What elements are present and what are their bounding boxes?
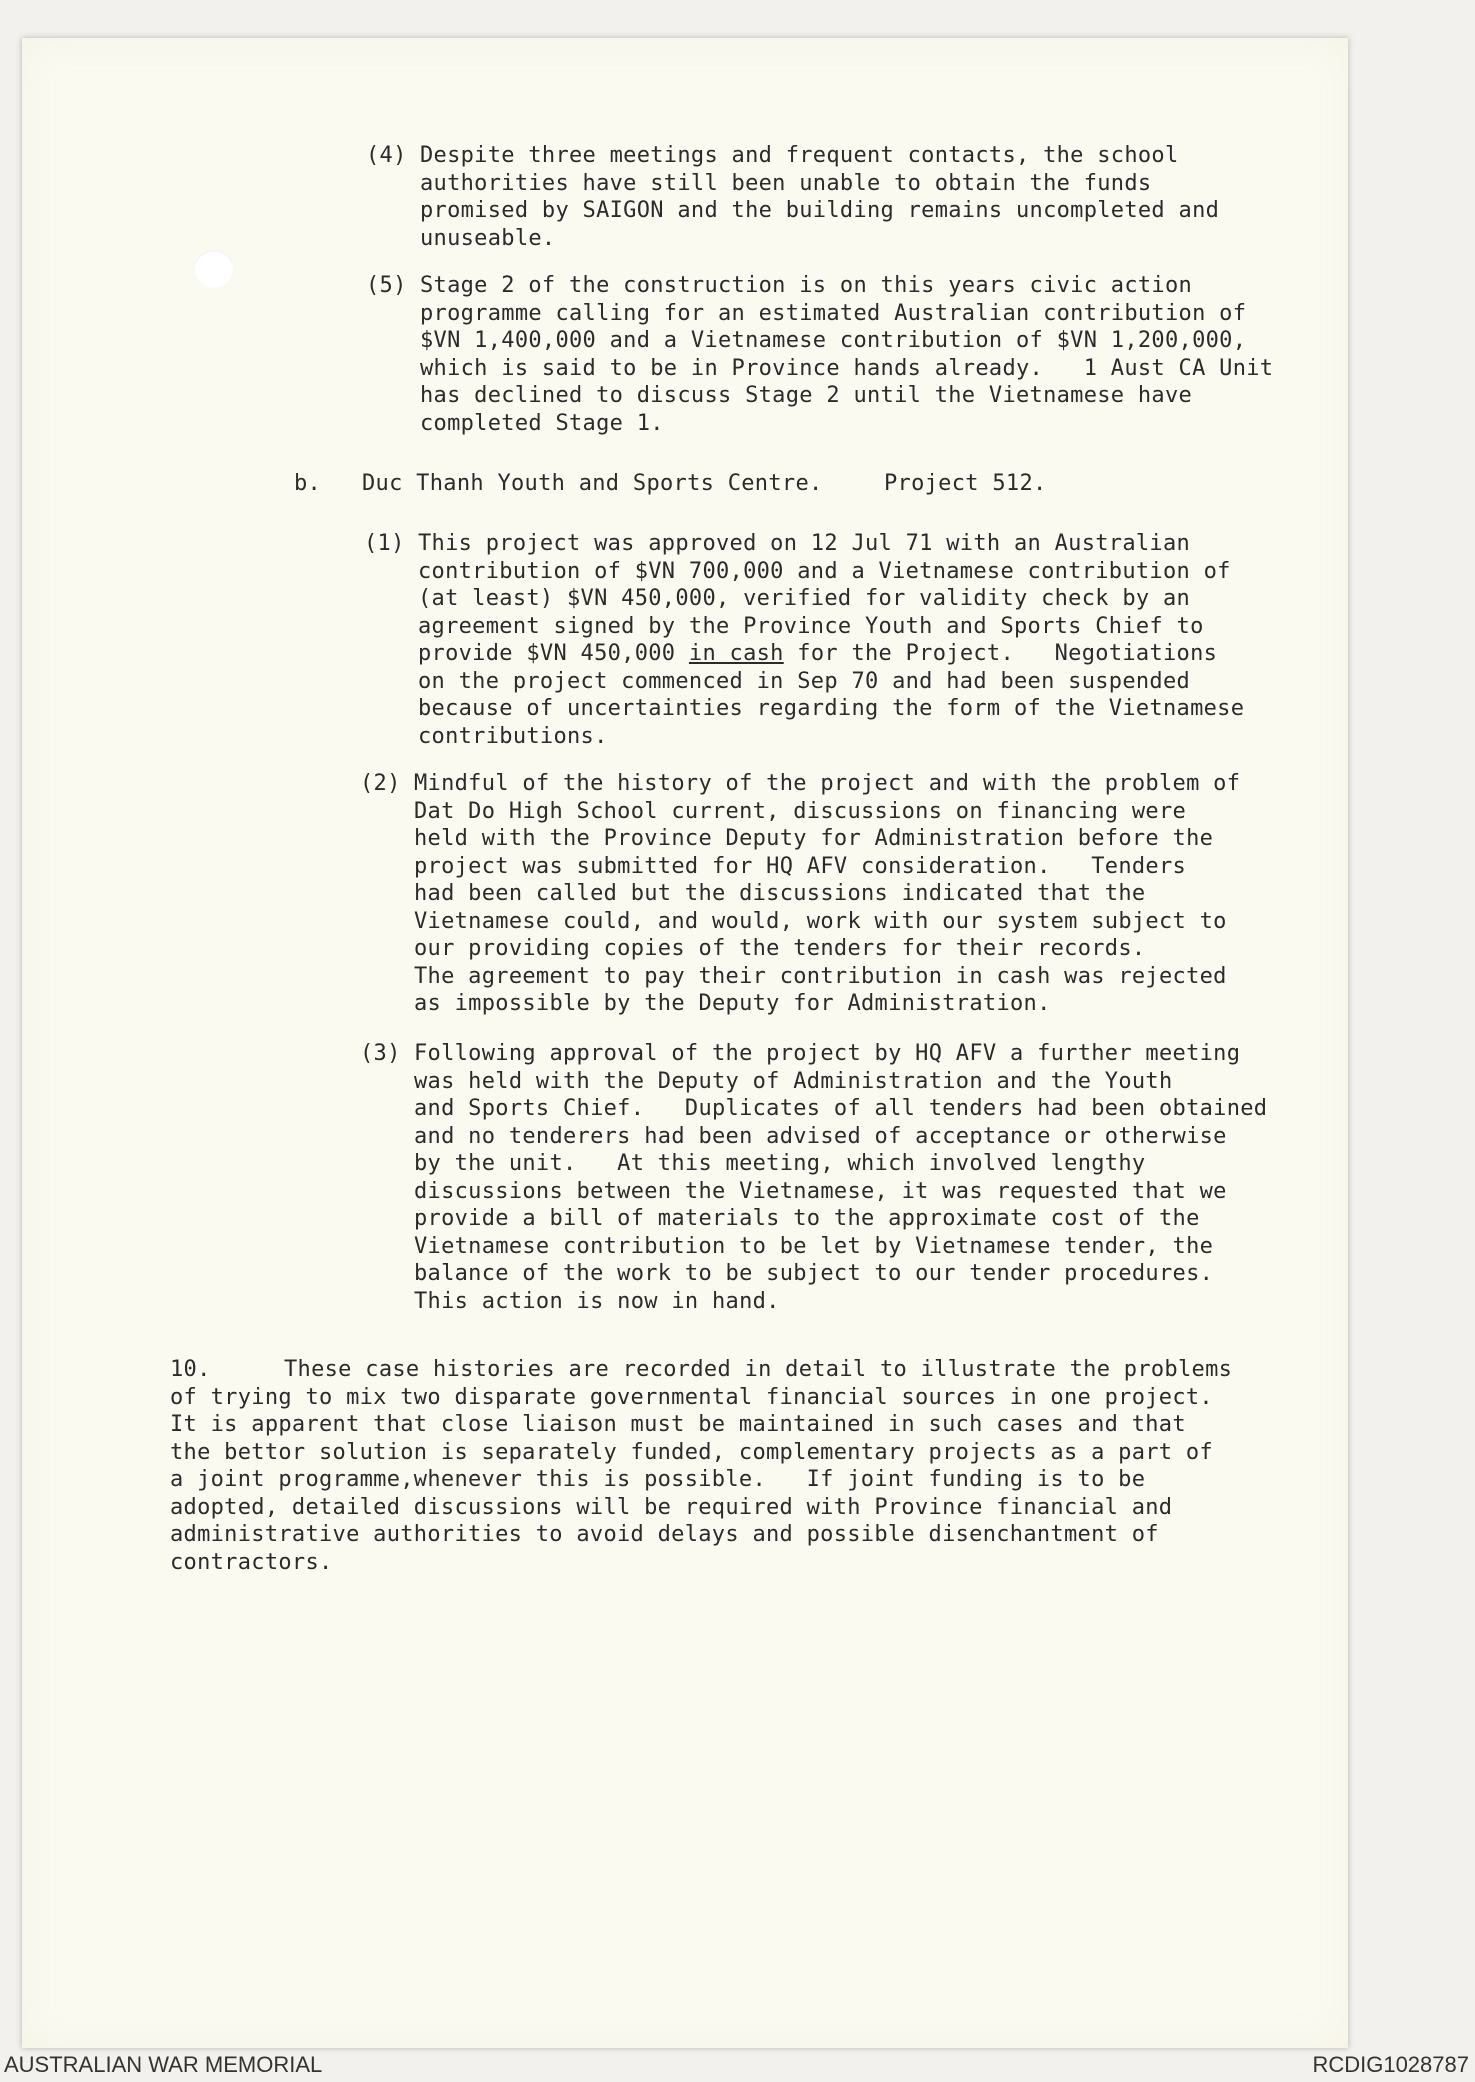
text-line: Following approval of the project by HQ AFV a further meeting [414,1041,1241,1066]
text-line: and no tenderers had been advised of acceptance or otherwise [414,1123,1227,1149]
text-line: Vietnamese could, and would, work with our system subject to [414,908,1227,934]
text-line: provide a bill of materials to the approximate cost of the [414,1206,1200,1231]
text-line: programme calling for an estimated Australian contribution of [420,300,1247,326]
item-text [414,1040,1267,1315]
text-line: the bettor solution is separately funded, complementary projects as a part of [170,1439,1213,1465]
text-line: These case histories are recorded in detail to illustrate the problems [284,1357,1233,1382]
text-line: authorities have still been unable to obtain the funds [420,170,1152,196]
text-line: and Sports Chief. Duplicates of all tenders had been obtained [414,1096,1268,1121]
text-line: Despite three meetings and frequent contacts, the school [420,143,1179,168]
text-line: by the unit. At this meeting, which involved lengthy [414,1151,1146,1176]
text-line: which is said to be in Province hands already. 1 Aust CA Unit [420,355,1274,381]
paragraph-text [170,1384,1213,1577]
text-line: This action is now in hand. [414,1288,780,1314]
text-line: It is apparent that close liaison must be maintained in such cases and that [170,1412,1186,1437]
text-line: a joint programme,whenever this is possible. If joint funding is to be [170,1467,1146,1492]
text-line: Dat Do High School current, discussions on financing were [414,798,1187,824]
item-text [420,142,1219,252]
document-page [22,38,1348,2048]
text-line: because of uncertainties regarding the form of the Vietnamese [418,696,1245,721]
footer-source: AUSTRALIAN WAR MEMORIAL [4,2052,323,2077]
text-line: unuseable. [420,225,556,251]
footer-identifier: RCDIG1028787 [1312,2052,1469,2077]
item-text [420,272,1273,437]
text-line: The agreement to pay their contribution in cash was rejected [414,963,1227,989]
text-line: discussions between the Vietnamese, it was requested that we [414,1178,1227,1204]
section-marker: b. [294,471,322,496]
text-line: Mindful of the history of the project and with the problem of [414,771,1241,796]
text-line: adopted, detailed discussions will be required with Province financial and [170,1494,1173,1520]
punch-hole [194,250,234,288]
item-marker: (3) [360,1041,401,1066]
underlined-phrase: in cash [688,641,784,666]
item-marker: (5) [366,273,407,298]
text-line: has declined to discuss Stage 2 until the Vietnamese have [420,383,1193,408]
paragraph-marker: 10. [170,1357,211,1382]
text-line: balance of the work to be subject to our tender procedures. [414,1261,1214,1286]
text-line: contribution of $VN 700,000 and a Vietnamese contribution of [418,558,1231,584]
text-line: agreement signed by the Province Youth and Sports Chief to [418,613,1204,639]
item-text [418,530,1244,750]
item-marker: (2) [360,771,401,796]
text-line: (at least) $VN 450,000, verified for validity check by an [418,586,1191,611]
project-number: Project 512. [884,471,1047,496]
text-line: contractors. [170,1549,333,1575]
text-line: was held with the Deputy of Administration and the Youth [414,1068,1173,1094]
text-line: contributions. [418,723,608,749]
text-line: on the project commenced in Sep 70 and had been suspended [418,668,1191,694]
text-line: of trying to mix two disparate governmental financial sources in one project. [170,1384,1213,1410]
text-line: our providing copies of the tenders for their records. [414,936,1146,961]
text-line: administrative authorities to avoid delays and possible disenchantment of [170,1522,1159,1547]
text-line: project was submitted for HQ AFV consideration. Tenders [414,853,1187,879]
text-line: $VN 1,400,000 and a Vietnamese contribution of $VN 1,200,000, [420,328,1247,353]
text-line: provide $VN 450,000 in cash for the Project. Negotiations [418,641,1218,666]
text-line: This project was approved on 12 Jul 71 with an Australian [418,531,1191,556]
text-line: Stage 2 of the construction is on this years civic action [420,273,1193,298]
text-line: completed Stage 1. [420,410,664,436]
section-title: Duc Thanh Youth and Sports Centre. [362,471,823,496]
item-marker: (4) [366,143,407,168]
item-text [414,770,1240,1018]
text-line: promised by SAIGON and the building remains uncompleted and [420,198,1220,223]
text-line: Vietnamese contribution to be let by Vietnamese tender, the [414,1233,1214,1259]
item-marker: (1) [364,531,405,556]
text-line: had been called but the discussions indicated that the [414,881,1146,906]
text-line: held with the Province Deputy for Administration before the [414,826,1214,851]
text-line: as impossible by the Deputy for Administration. [414,991,1051,1016]
